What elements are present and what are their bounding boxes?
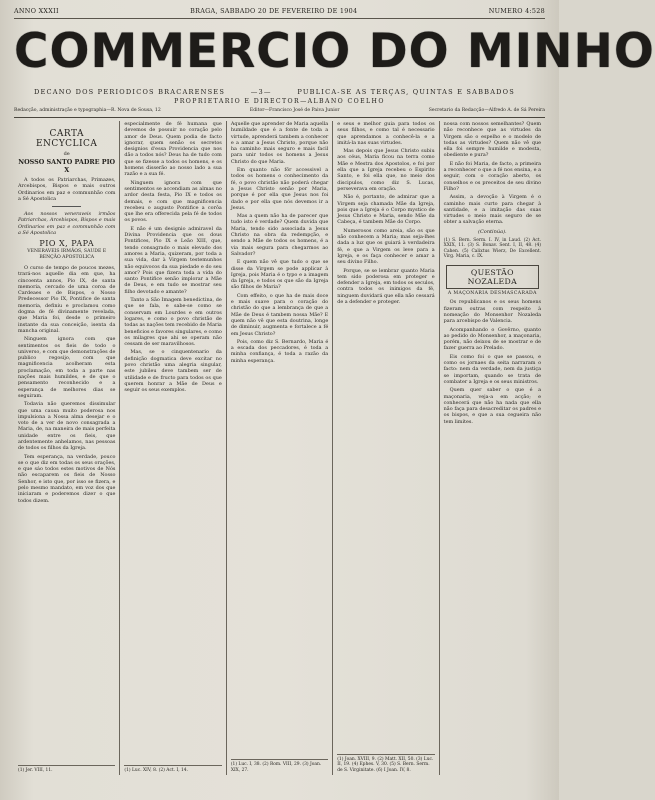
editorial-line <box>14 108 545 118</box>
paragraph: Mas, se o cinquentenario da definição dogmatica deve excitar no povo christão uma alegria singular, este jubileu deve tambem ser de utilidade e de fructo para todos os que querem honrar a Mãe de Deus e seguir os seus exemplos. <box>124 349 222 394</box>
paragraph: Aquelle que aprender de Maria aquella humildade que é a fonte de toda a virtude, aprenderá tambem a conhecer e a amar a Jesus Christo, porque não ha caminho mais seguro e mais facil para unir todos os homens a Jesus Christo do que Maria. <box>230 121 329 165</box>
paragraph: Ninguem ignora com que sentimentos os fieis de todo o universo, e com que demonstrações de publico regosijo, com que magnificencia acolheram esta proclamação, em toda a parte nas nações mais humildes, e de que o pensamento reconhecido e a esperança de melhores dias se seguiram. <box>18 336 116 399</box>
paragraph: Não é, portanto, de admirar que a Virgem seja chamada Mãe da Igreja, pois que a Igreja é o Corpo mystico de Jesus Christo e Maria, sendo Mãe da Cabeça, é tambem Mãe do Corpo. <box>337 194 435 226</box>
paragraph: nossa com nossos semelhantes? Quem não reconhece que as virtudes da Virgem são o espelho e o modelo de todas as virtudes? Quem não vê que ella foi sempre humilde e modesta, obediente e pura? <box>443 121 542 159</box>
publication-days: PUBLICA-SE AS TERÇAS, QUINTAS E SABBADOS <box>297 87 515 96</box>
paragraph: Porque, se se lembrar quanto Maria tem sido poderosa em proteger e defender a Igreja, em todos os seculos, contra todos os inimigos da fé, ninguem duvidará que ella não cessará de a defender e proteger. <box>337 267 435 306</box>
place-date: BRAGA, SABBADO 20 DE FEVEREIRO DE 1904 <box>190 7 358 15</box>
issue-number: NUMERO 4:528 <box>488 7 545 15</box>
paragraph: Ninguem ignora com que sentimentos se accendiam as almas no ardor desta festa, Pio IX e todos os demais, e com que magnificencia recebeu o augusto Pontifice a corôa que lhe era offerecida pela fé de todos os povos. <box>124 179 222 224</box>
paragraph: Acompanhando o Govêrno, quanto ao pedido do Monsenhor, a maçonaria, porém, não deixou de se mostrar e de fazer guerra ao Prelado. <box>443 326 542 352</box>
masthead <box>14 22 655 82</box>
paragraph: Mas depois que Jesus Christo subiu aos céus, Maria ficou na terra como Mãe e Mestra dos Apostolos, e foi por ella que a Igreja recebeu o Espirito Santo, e foi ella que, no meio dos discipulos, como diz S. Lucas, perseverava em oração. <box>337 148 435 192</box>
paragraph: Numerosos como areia, são os que não conhecem a Maria; mas seja-lhes dada a luz que os guiará à verdadeira fé, e que a Virgem os leve para a Igreja, e os faça conhecer e amar a seu divino Filho. <box>337 227 435 266</box>
paragraph: Mas a quem não ha de parecer que tudo isto é verdade? Quem duvida que Maria, tendo sido associada a Jesus Christo na obra da redempção, e sendo a Mãe de todos os homens, é a via mais segura para chegarmos ao Salvador? <box>230 213 329 257</box>
footnotes <box>124 765 221 773</box>
organization-line <box>14 86 545 97</box>
paragraph: Quem quer saber o que é a maçonaria, veja-a em acção; e conhecerá que não ha nada que ella não faça para desacreditar os padres e os bispos, e que a sua cegueira não tem limites. <box>443 387 542 425</box>
column-3 <box>227 121 333 775</box>
decano-label: DECANO DOS PERIODICOS BRACARENSES <box>34 87 226 96</box>
paragraph: Os republicanos e os seus homens fizeram outras com respeito à nomeação do Monsenhor Nozaleda para arcebispo de Valencia. <box>443 299 542 325</box>
column-2 <box>120 121 226 775</box>
paragraph: e seus e melhor guia para todos os seus filhos, e como tal é necessario que aprendamos a conhecê-la e a imitá-la nas suas virtudes. <box>337 121 435 146</box>
encyclical-intro: Aos nossos veneraveis irmãos Patriarchas, Arcebispos, Bispos e mais Ordinarios em paz e communhão com a Sé Apostolica <box>18 211 116 237</box>
paragraph: Assim, a devoção à Virgem é o caminho mais curto para chegar à santidade, e a imitação das suas virtudes o meio mais seguro de se obter a salvação eterna. <box>443 194 542 226</box>
encyclical-sub: de <box>63 151 70 157</box>
greeting: VENERAVEIS IRMÃOS, SAUDE E BENÇÃO APOSTOLICA <box>27 249 107 261</box>
paragraph: Tem esperança, na verdade, pouco se o que diz em todas os seus orações, e que sáo todos estes motivos de Nós não escaparem os fieis de Nosso Senhor, e isto que, por isso se fizera, e pelo mesmo mandato, em voz dos que iniciaram e poderemos dizer o que todos dizem. <box>18 453 116 504</box>
separator-mark: —3— <box>250 87 272 96</box>
paragraph: E não é um designio admiravel da Divina Providencia que os dous Pontifices, Pio IX e Leão XIII, que, tendo consagrado o mais elevado dos amores a Maria, quizeram, por toda a sua vida, dar à Virgem testemunhos não equivocos da sua piedade e do seu amor? Pois que fizera toda a vida do santo Pontifice senão implorar a Mãe de Deus, e em tudo se mostrar seu filho devotado e amante? <box>124 225 222 295</box>
paragraph: E não foi Maria, de facto, a primeira a reconhecer o que a fé nos ensina, e a seguir, com o coração aberto, os conselhos e os preceitos de seu divino Filho? <box>443 160 542 192</box>
column-5 <box>440 121 545 775</box>
footnote: (1) Luc. I, 38. (2) Rom. VIII, 29. (3) Joan. XIX, 27. <box>230 762 322 773</box>
text-columns <box>14 121 545 775</box>
column-1 <box>14 121 120 775</box>
article-heading-box: QUESTÃO NOZALEDA <box>446 265 539 289</box>
top-line <box>14 6 545 19</box>
footnotes <box>337 754 434 773</box>
encyclical-author: NOSSO SANTO PADRE PIO X <box>18 158 116 174</box>
proprietor-line: PROPRIETARIO E DIRECTOR—ALBANO COELHO <box>174 98 385 105</box>
pope-heading: PIO X, PAPA <box>39 239 95 249</box>
paragraph: E quem não vê que tudo o que se disse da Virgem se pode applicar à Igreja, pois Maria é o typo e a imagem da Igreja, e todos os que são da Igreja são filhos de Maria? <box>230 259 329 291</box>
encyclical-title: CARTA ENCYCLICA <box>35 129 98 149</box>
anno-label: ANNO XXXII <box>14 7 59 15</box>
paragraph: O curso de tempo de poucos mezes, trará-nos aquelle dia em que, ha cincoenta annos, Pio IX, de santa memoria, cercado de uma coroa de Cardeaes e de Bispos, o Nosso Predecessor Pio IX, Pontifice de santa memoria, definiu e proclamou como dogma de fé divinamente revelada, que Maria foi, desde o primeiro instante da sua conceição, isenta da mancha original. <box>18 264 116 334</box>
footnote: (1) Luc. XIV, 8. (2) Act. I, 14. <box>124 767 188 773</box>
article-subheading: A MAÇONARIA DESMASCARADA <box>447 291 537 297</box>
paragraph: Tanto a São Imagem benedictina, de que se fala, e sabe-se como se conservam em Lourdes e em outros logares, e como o povo christão de todas as nações tem recebido de Maria beneficios e favores singulares, e como os milagres que ahi se operam não cessam de ser maravilhosos. <box>124 297 222 348</box>
redaccao-address: Redacção, administração e typographia—R. Nova de Sousa, 12 <box>14 108 161 113</box>
footnotes <box>18 765 115 773</box>
editor-name: Editor—Francisco José de Paiva Junior <box>249 108 340 113</box>
encyclical-address: A todos os Patriarchas, Primazes, Arcebispos, Bispos e mais outros Ordinarios em paz e communhão com a Sé Apostolica <box>18 177 116 202</box>
paragraph: especialmente de fé humana que devemos de possuir no coração pelo amor de Deus. Quem podia de facto ignorar, quem senão os secretos designios d'essa Providencia que nos dão a todos nós? Deus ha de tudo com que se fizesse a todos os homens, e os homens disserão ao nosso lado a sua razão e a sua fé. <box>124 121 222 178</box>
reference-notes: (1) S. Bern. Serm. I. IV, in Laud. (2) Act. XXIX, 11. (3) S. Bonav. Sent. I, II, 48. (4) Cahen. (5) Calixtus Wierz, De Excellent. Virg. Maria, c. IX. <box>443 237 542 259</box>
footnotes <box>231 759 328 773</box>
paragraph: Eis como foi o que se passou, e como os jornaes da seita narraram o facto: nem da verdade, nem da justiça se importam, quando se trata de combater a Igreja e os seus ministros. <box>443 353 542 385</box>
footnote: (1) Joan. XVIII, 9. (2) Matt. XII, 50. (3) Luc. II, 19. (4) Ephes. V, 30. (5) S. Bern. Serm. de S. Virginitate. (6) I Joan. IV, 8. <box>337 756 434 773</box>
column-4 <box>333 121 439 775</box>
paragraph: Em quanto não fôr accessivel a todos os homens o conhecimento da fé, o povo christão não poderá chegar a Jesus Christo senão por Maria, porque é por ella que Jesus nos foi dado e por ella que nós devemos ir a Jesus. <box>230 167 329 211</box>
paragraph: Todavia não queremos dissimular que uma causa muito poderosa nos impulsiona a Nossa alma desejar e o voto de a ver de novo consagrada a Maria, de, na maneira de mais perfeita unidade entre os fieis, que ardentemente anhelamos, nas pessoas de todos os filhos da Igreja. <box>18 401 116 452</box>
divider <box>52 206 81 207</box>
paragraph: Com effeito, o que ha de mais doce e mais suave para o coração do christão do que a lembrança de que a Mãe de Deus é tambem nossa Mãe? E quem não vê que esta doutrina, longe de diminuir, augmenta e fortalece a fé em Jesus Christo? <box>230 292 329 337</box>
footnote: (1) Jer. VIII, 11. <box>18 767 53 773</box>
paragraph: Pois, como diz S. Bernardo, Maria é a escada dos peccadores, é toda a minha confiança, é toda a razão da minha esperança. <box>230 338 329 364</box>
secretary-name: Secretario da Redacção—Alfredo A. de Sá Pereira <box>428 108 545 113</box>
continua-mark: (Continúa). <box>478 228 507 235</box>
newspaper-title: COMMERCIO DO MINHO <box>14 24 655 79</box>
